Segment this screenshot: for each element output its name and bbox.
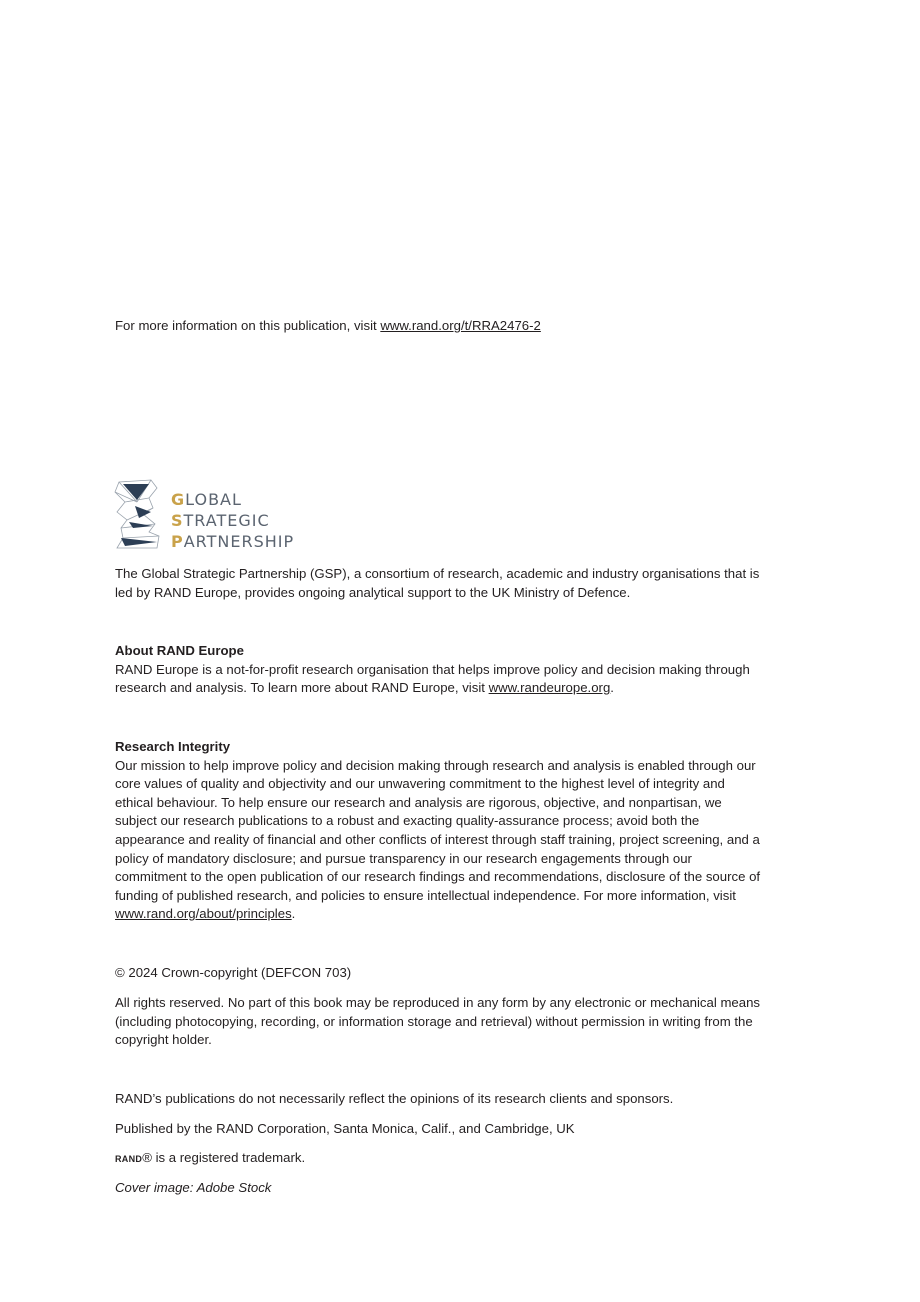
trademark-text: ® is a registered trademark. <box>142 1150 306 1165</box>
integrity-section <box>115 738 765 924</box>
rights-statement <box>115 994 765 1050</box>
opinions-text: RAND’s publications do not necessarily reflect the opinions of its research clients and sponsors. <box>115 1091 674 1106</box>
cover-credit <box>115 1179 765 1198</box>
randeurope-link[interactable]: www.randeurope.org <box>488 680 611 696</box>
opinions-disclaimer <box>115 1090 765 1109</box>
logo-line-global: GLOBAL <box>171 490 242 509</box>
more-info-line <box>115 317 765 336</box>
about-body: RAND Europe is a not-for-profit research organisation that helps improve policy and decision making through research and analysis. To learn more about RAND Europe, visit www.randeurope.org. <box>115 661 750 696</box>
trademark-line <box>115 1149 765 1169</box>
logo-line-strategic: STRATEGIC <box>171 511 270 530</box>
publisher-line <box>115 1120 765 1139</box>
copyright-line <box>115 964 765 983</box>
publisher-text: Published by the RAND Corporation, Santa Monica, Calif., and Cambridge, UK <box>115 1121 575 1136</box>
rights-text: All rights reserved. No part of this book may be reproduced in any form by any electronic or mechanical means (including photocopying, recording, or information storage and retrieval) without permission in writing from the copyright holder. <box>115 995 761 1048</box>
gsp-logo <box>113 476 313 552</box>
logo-line-partnership: PARTNERSHIP <box>171 532 295 551</box>
gsp-chess-knight-icon <box>113 476 163 552</box>
integrity-body: Our mission to help improve policy and decision making through research and analysis is enabled through our core values of quality and objectivity and our unwavering commitment to the highest level of integrity and ethical behaviour. To help ensure our research and analysis are rigorous, objective, and nonpartisan, we subject our research publications to a robust and exacting quality-assurance process; avoid both the appearance and reality of financial and other conflicts of interest through staff training, project screening, and a policy of mandatory disclosure; and pursue transparency in our research engagements through our commitment to the open publication of our research findings and recommendations, disclosure of the source of funding of published research, and policies to ensure intellectual independence. For more information, visit www.rand.org/about/principles. <box>115 757 761 922</box>
rand-wordmark: RAND <box>115 1154 143 1164</box>
gsp-description-text: The Global Strategic Partnership (GSP), a consortium of research, academic and industry organisations that is led by RAND Europe, provides ongoing analytical support to the UK Ministry of Defence. <box>115 566 760 600</box>
publication-link[interactable]: www.rand.org/t/RRA2476-2 <box>380 318 541 333</box>
about-heading: About RAND Europe <box>115 643 244 658</box>
cover-credit-text: Cover image: Adobe Stock <box>115 1180 272 1195</box>
integrity-heading: Research Integrity <box>115 739 231 754</box>
copyright-text: © 2024 Crown-copyright (DEFCON 703) <box>115 965 352 980</box>
gsp-description <box>115 565 765 602</box>
about-section <box>115 642 765 698</box>
principles-link[interactable]: www.rand.org/about/principles <box>115 906 292 922</box>
more-info-text: For more information on this publication, visit <box>115 318 381 333</box>
